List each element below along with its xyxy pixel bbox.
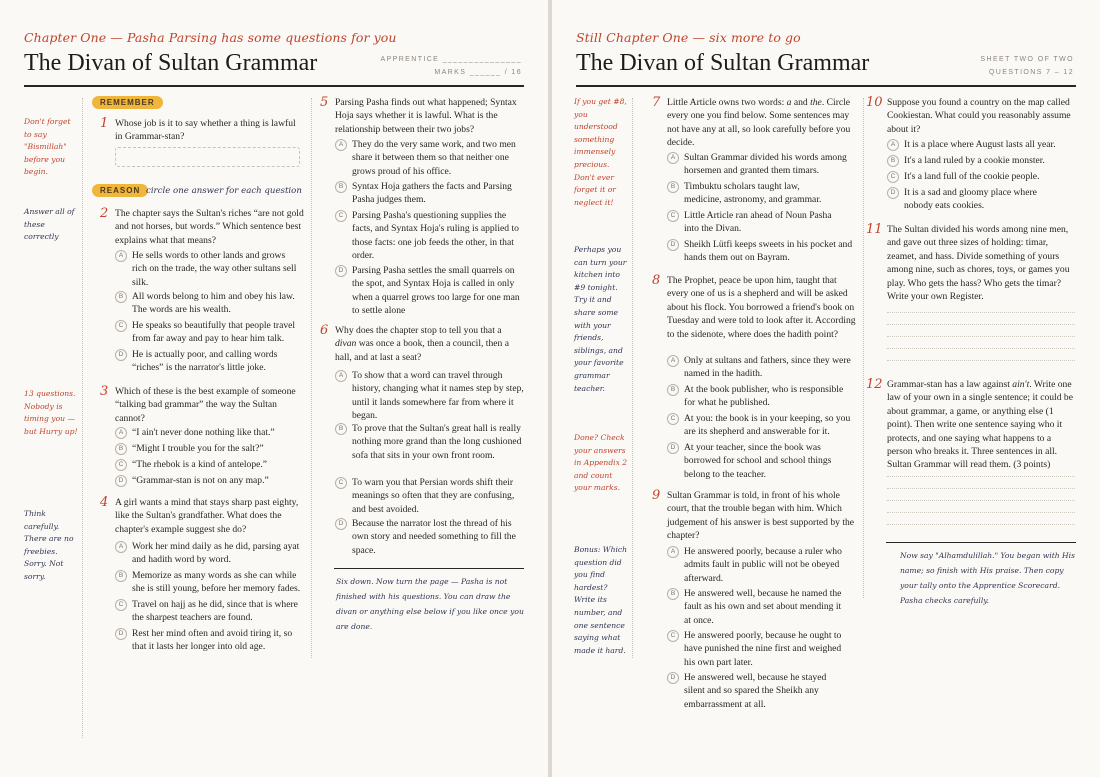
writing-line[interactable] — [887, 324, 1075, 325]
question-text-emphasis: the — [810, 97, 822, 108]
remember-badge: REMEMBER — [92, 96, 163, 109]
option-text: Because the narrator lost the thread of his own story and needed something to fill the space. — [352, 518, 516, 556]
chapter-kicker: Still Chapter One — six more to go — [576, 30, 801, 45]
question-text: The Prophet, peace be upon him, taught that every one of us is a shepherd and will be asked about his flock. You borrowed a friend's book on Tuesday and were told to look after it. According to the sidenote, where does the hadith point? — [667, 275, 856, 340]
option-text: Sheikh Lütfi keeps sweets in his pocket and hands them out on Bayram. — [684, 239, 853, 264]
writing-line[interactable] — [887, 500, 1075, 501]
option-circle-a[interactable]: A — [115, 541, 127, 553]
option-circle-a[interactable]: A — [667, 152, 679, 164]
option-circle-d[interactable]: D — [335, 518, 347, 530]
apprentice-field[interactable]: APPRENTICE _______________ — [380, 56, 522, 63]
option-circle-d[interactable]: D — [667, 239, 679, 251]
option-text: At the book publisher, who is responsible for what he published. — [684, 384, 844, 409]
margin-note-answer-all: Answer all of these correctly — [24, 207, 75, 242]
question-text: Whose job is it to say whether a thing is lawful in Grammar-stan? — [115, 118, 296, 143]
option-text: They do the very same work, and two men share it between them so that neither one grows proud of his office. — [352, 139, 516, 177]
option-circle-b[interactable]: B — [335, 423, 347, 435]
question-number: 4 — [100, 495, 109, 510]
question-number: 6 — [320, 323, 329, 338]
option-circle-d[interactable]: D — [667, 672, 679, 684]
option-circle-c[interactable]: C — [667, 630, 679, 642]
writing-line[interactable] — [887, 524, 1075, 525]
margin-note-think: Think carefully. There are no freebies. Sorry. Not sorry. — [24, 509, 74, 581]
question-text-part: . Circle every one you find below. Some sentences may not have any at all, so look carefully before you decide. — [667, 97, 851, 149]
question-number: 5 — [320, 95, 329, 110]
writing-line[interactable] — [887, 476, 1075, 477]
writing-line[interactable] — [887, 348, 1075, 349]
question-text — [887, 378, 1077, 472]
margin-note-thirteen: 13 questions. Nobody is timing you — but Hurry up! — [24, 389, 78, 436]
option-text: Parsing Pasha settles the small quarrels on the spot, and Syntax Hoja is called in only when a quarrel grows too large for one man to settle alone — [352, 265, 520, 317]
question-number: 1 — [100, 116, 109, 131]
margin-divider — [632, 98, 633, 658]
option-text: Memorize as many words as she can while she is still young, before her memory fades. — [132, 570, 301, 595]
option-text: Timbuktu scholars taught law, medicine, astronomy, and grammar. — [684, 181, 822, 206]
question-number: 2 — [100, 206, 109, 221]
option-text: Little Article ran ahead of Noun Pasha into the Divan. — [684, 210, 832, 235]
option-text: All words belong to him and obey his law. The words are his wealth. — [132, 291, 295, 316]
option-circle-d[interactable]: D — [667, 442, 679, 454]
option-circle-c[interactable]: C — [667, 210, 679, 222]
option-text: To show that a word can travel through history, changing what it names step by step, until it lands somewhere far from where it began. — [352, 370, 524, 422]
option-text: He answered well, because he stayed silent and so spared the Sheikh any embarrassment at all. — [684, 672, 827, 710]
question-text-part: . Write one law of your own in a single sentence; it could be about grammar, a game, or anything else (1 point). Then write one sentence saying who it protects, and one saying what happens to a person who breaks it. Three sentences in all. Sultan Grammar will read them. (3 points) — [887, 379, 1073, 471]
question-text: Parsing Pasha finds out what happened; Syntax Hoja says whether it is lawful. What is the relationship between their two jobs? — [335, 97, 517, 135]
option-circle-c[interactable]: C — [335, 210, 347, 222]
option-text: Travel on hajj as he did, since that is where the sharpest teachers are found. — [132, 599, 298, 624]
option-text: It is a place where August lasts all year. — [904, 139, 1056, 150]
margin-note-done: Done? Check your answers in Appendix 2 and count your marks. — [574, 433, 628, 493]
question-text-part: Little Article owns two words: — [667, 97, 787, 108]
option-circle-b[interactable]: B — [115, 570, 127, 582]
margin-note-precious: If you get #8, you understood something immensely precious. Don't ever forget it or neglect it! — [574, 97, 627, 207]
reason-badge: REASON — [92, 184, 148, 197]
writing-line[interactable] — [887, 488, 1075, 489]
question-text-part: was once a book, then a council, then a hall, and at last a seat? — [335, 338, 509, 363]
closing-rule — [334, 568, 524, 569]
option-circle-a[interactable]: A — [667, 355, 679, 367]
option-circle-b[interactable]: B — [667, 181, 679, 193]
option-circle-d[interactable]: D — [115, 475, 127, 487]
sheet-label: SHEET TWO OF TWO — [980, 56, 1074, 63]
option-text: To prove that the Sultan's great hall is really nothing more grand than the long cushioned sofa that sits in your own front room. — [352, 423, 522, 461]
writing-line[interactable] — [887, 312, 1075, 313]
option-text: He speaks so beautifully that people travel from far away and pay to hear him talk. — [132, 320, 296, 345]
question-number: 3 — [100, 384, 109, 399]
option-text: “Grammar-stan is not on any map.” — [132, 475, 269, 486]
option-circle-b[interactable]: B — [667, 588, 679, 600]
closing-note: Now say "Alhamdulillah." You began with His name; so finish with His praise. Then copy your tally onto the Apprentice Scorecard. Pasha checks carefully. — [900, 551, 1075, 605]
option-circle-b[interactable]: B — [115, 443, 127, 455]
option-text: Parsing Pasha's questioning supplies the facts, and Syntax Hoja's ruling is applied to those facts: one job feeds the other, in that order. — [352, 210, 519, 262]
question-text-part: Why does the chapter stop to tell you that a — [335, 325, 502, 336]
reason-note: circle one answer for each question — [146, 186, 302, 196]
option-circle-a[interactable]: A — [335, 139, 347, 151]
header-rule — [576, 85, 1076, 87]
question-text: Which of these is the best example of someone “talking bad grammar” the way the Sultan cannot? — [115, 386, 296, 424]
question-text — [667, 96, 857, 150]
margin-divider — [82, 98, 83, 738]
option-text: He is actually poor, and calling words “riches” is the narrator's little joke. — [132, 349, 278, 374]
option-circle-d[interactable]: D — [887, 187, 899, 199]
question-number: 10 — [866, 95, 883, 110]
option-circle-d[interactable]: D — [115, 628, 127, 640]
option-circle-c[interactable]: C — [115, 599, 127, 611]
margin-note-kitchen: Perhaps you can turn your kitchen into #9 tonight. Try it and share some with your friends, siblings, and your favorite grammar teacher. — [574, 245, 627, 393]
question-text-emphasis: a — [786, 97, 792, 108]
option-circle-c[interactable]: C — [115, 320, 127, 332]
option-text: “Might I trouble you for the salt?” — [132, 443, 264, 454]
worksheet-page-right — [552, 0, 1100, 777]
option-text: Sultan Grammar divided his words among horsemen and granted them timars. — [684, 152, 847, 177]
option-circle-d[interactable]: D — [335, 265, 347, 277]
writing-line[interactable] — [887, 336, 1075, 337]
option-circle-b[interactable]: B — [335, 181, 347, 193]
option-circle-c[interactable]: C — [115, 459, 127, 471]
question-text: The chapter says the Sultan's riches “are not gold and not horses, but words.” Which sentence best explains what that means? — [115, 208, 304, 246]
option-text: He answered poorly, because he ought to have punished the nine first and weighed his own part later. — [684, 630, 842, 668]
worksheet-page-left — [0, 0, 548, 777]
option-circle-a[interactable]: A — [667, 546, 679, 558]
option-text: To warn you that Persian words shift their meanings so often that they are confusing, and best avoided. — [352, 477, 515, 515]
question-text-part: and — [791, 97, 811, 108]
writing-line[interactable] — [887, 512, 1075, 513]
margin-note-bonus: Bonus: Which question did you find hardest? Write its number, and one sentence saying what made it hard. — [574, 545, 628, 655]
option-circle-a[interactable]: A — [335, 370, 347, 382]
option-text: Rest her mind often and avoid tiring it, so that it lasts her longer into old age. — [132, 628, 293, 653]
question-text: Sultan Grammar is told, in front of his whole court, that the trouble began with him. Which judgement of his answer is best supported by the chapter? — [667, 490, 855, 542]
option-text: It is a sad and gloomy place where nobody eats cookies. — [904, 187, 1037, 212]
question-text — [335, 324, 525, 364]
closing-note: Six down. Now turn the page — Pasha is not finished with his questions. You can draw the divan or anything else below if you like once you are done. — [336, 577, 524, 631]
question-text: The Sultan divided his words among nine men, and gave out three sizes of holding: timar, zeamet, and hass. Divide something of yours among nine, such as chores, toys, or games you play. Who gets the hass? Who gets the timar? Write your own Register. — [887, 224, 1070, 303]
closing-rule — [886, 542, 1076, 543]
questions-range: QUESTIONS 7 – 12 — [988, 69, 1074, 76]
question-number: 7 — [652, 95, 661, 110]
question-text: A girl wants a mind that stays sharp past eighty, like the Sultan's grandfather. What does the chapter's example suggest she do? — [115, 497, 299, 535]
option-text: At you: the book is in your keeping, so you are its shepherd and answerable for it. — [684, 413, 851, 438]
marks-field[interactable]: MARKS ______ / 16 — [434, 69, 522, 76]
apprentice-meta — [362, 53, 522, 79]
question-number: 9 — [652, 488, 661, 503]
question-text: Suppose you found a country on the map called Cookiestan. What could you reasonably assume about it? — [887, 97, 1071, 135]
option-circle-b[interactable]: B — [115, 291, 127, 303]
question-text-part: Grammar-stan has a law against — [887, 379, 1013, 390]
option-text: He answered well, because he named the fault as his own and set about mending it at once. — [684, 588, 842, 626]
option-text: Syntax Hoja gathers the facts and Parsing Pasha judges them. — [352, 181, 512, 206]
question-number: 11 — [866, 222, 883, 237]
question-number: 12 — [866, 377, 883, 392]
page-title: The Divan of Sultan Grammar — [576, 50, 870, 76]
option-circle-a[interactable]: A — [887, 139, 899, 151]
page-title: The Divan of Sultan Grammar — [24, 50, 318, 76]
option-text: He answered poorly, because a ruler who admits fault in public will not be obeyed afterward. — [684, 546, 842, 584]
header-rule — [24, 85, 524, 87]
option-circle-d[interactable]: D — [115, 349, 127, 361]
question-text-emphasis: ain't — [1012, 379, 1030, 390]
option-circle-a[interactable]: A — [115, 250, 127, 262]
option-text: Only at sultans and fathers, since they were named in the hadith. — [684, 355, 851, 380]
option-circle-a[interactable]: A — [115, 427, 127, 439]
option-text: He sells words to other lands and grows rich on the trade, the way other sultans sell silk. — [132, 250, 297, 288]
question-text-emphasis: divan — [335, 338, 357, 350]
sheet-meta — [914, 53, 1074, 79]
column-divider — [311, 98, 312, 658]
question-number: 8 — [652, 273, 661, 288]
option-text: “I ain't never done nothing like that.” — [132, 427, 275, 438]
column-divider — [863, 98, 864, 598]
answer-input-q1[interactable] — [115, 147, 300, 167]
option-text: “The rhebok is a kind of antelope.” — [132, 459, 268, 470]
margin-note-bismillah: Don't forget to say "Bismillah" before you begin. — [24, 117, 71, 177]
option-circle-b[interactable]: B — [887, 155, 899, 167]
option-text: Work her mind daily as he did, parsing ayat and hadith word by word. — [132, 541, 300, 566]
option-circle-c[interactable]: C — [335, 477, 347, 489]
option-circle-c[interactable]: C — [887, 171, 899, 183]
option-text: It's a land full of the cookie people. — [904, 171, 1040, 182]
option-text: It's a land ruled by a cookie monster. — [904, 155, 1045, 166]
writing-line[interactable] — [887, 360, 1075, 361]
option-text: At your teacher, since the book was borrowed for school and school things belong to the teacher. — [684, 442, 832, 480]
chapter-kicker: Chapter One — Pasha Parsing has some questions for you — [24, 30, 397, 45]
option-circle-c[interactable]: C — [667, 413, 679, 425]
option-circle-b[interactable]: B — [667, 384, 679, 396]
